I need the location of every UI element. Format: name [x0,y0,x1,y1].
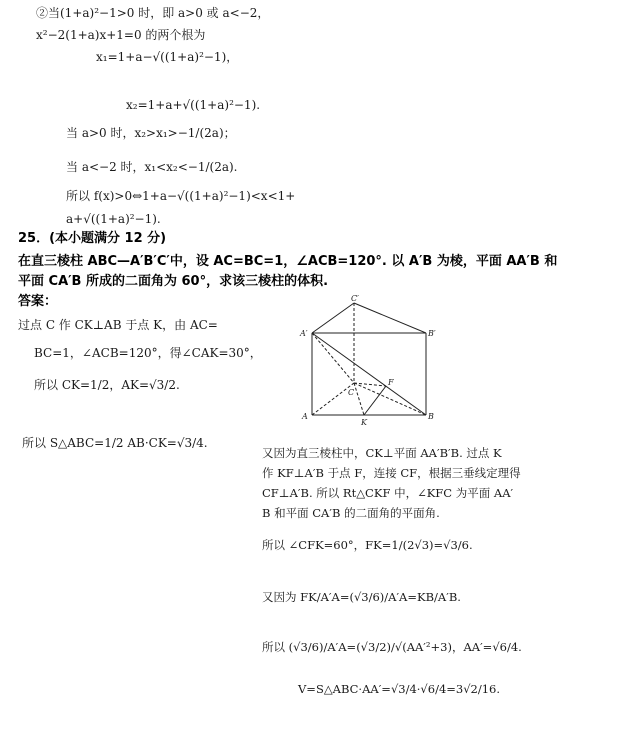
solution-line: 所以 CK=1/2，AK=√3/2. [34,378,180,392]
answer-label: 答案： [18,294,58,309]
text-line: 当 a>0 时，x₂>x₁>−1/(2a)； [66,126,236,140]
prism-figure [296,293,446,433]
text-line: 当 a<−2 时，x₁<x₂<−1/(2a). [66,160,238,174]
diagonal-a1b [312,333,426,415]
segment-ck [354,383,364,415]
text-line: 所以 f(x)>0⇔1+a−√((1+a)²−1)<x<1+ [66,189,296,203]
segment-kf [364,386,386,415]
solution-line: 所以 ∠CFK=60°，FK=1/(2√3)=√3/6. [262,538,473,552]
solution-line: B 和平面 CA′B 的二面角的平面角. [262,506,440,520]
solution-line: BC=1，∠ACB=120°，得∠CAK=30°， [34,346,262,360]
solution-line: CF⊥A′B. 所以 Rt△CKF 中，∠KFC 为平面 AA′ [262,486,514,500]
edge-hidden-base-right [354,383,426,415]
label-f: F [388,378,394,387]
label-a: A [302,412,308,421]
formula-line: x₁=1+a−√((1+a)²−1)， [96,50,239,64]
solution-line: 又因为直三棱柱中，CK⊥平面 AA′B′B. 过点 K [262,446,502,460]
formula-line: x₂=1+a+√((1+a)²−1). [126,98,261,112]
solution-line: 所以 (√3/6)/A′A=(√3/2)/√(AA′²+3)，AA′=√6/4. [262,640,522,654]
question-stem: 平面 CA′B 所成的二面角为 60°，求该三棱柱的体积. [18,274,329,289]
text-line: a+√((1+a)²−1). [66,212,161,226]
text-line: ②当(1+a)²−1>0 时，即 a>0 或 a<−2， [36,6,270,20]
edge-top-left [312,303,354,333]
edge-top-right [354,303,426,333]
label-c: C [348,388,355,397]
solution-line: 又因为 FK/A′A=(√3/6)/A′A=KB/A′B. [262,590,461,604]
solution-line: 作 KF⊥A′B 于点 F，连接 CF，根据三垂线定理得 [262,466,521,480]
solution-line: V=S△ABC·AA′=√3/4·√6/4=3√2/16. [298,682,501,696]
question-stem: 在直三棱柱 ABC—A′B′C′中，设 AC=BC=1，∠ACB=120°. 以 A′B 为棱，平面 AA′B 和 [18,254,558,269]
question-header: 25．(本小题满分 12 分) [18,231,167,246]
solution-line: 所以 S△ABC=1/2 AB·CK=√3/4. [22,436,208,450]
label-c-prime: C′ [351,294,359,303]
text-line: x²−2(1+a)x+1=0 的两个根为 [36,28,206,42]
diagonal-a1c [312,333,354,383]
label-b-prime: B′ [428,329,436,338]
label-k: K [361,418,367,427]
solution-line: 过点 C 作 CK⊥AB 于点 K，由 AC= [18,318,218,332]
label-b: B [428,412,434,421]
label-a-prime: A′ [300,329,308,338]
